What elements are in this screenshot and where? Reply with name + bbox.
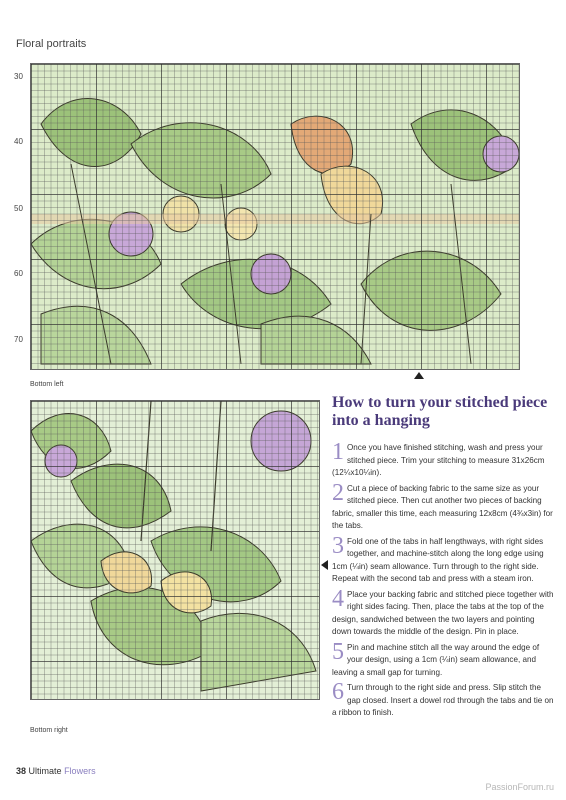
step-text: Place your backing fabric and stitched piece together with right sides facing. Then, place the tabs at the top of the design, sandwiched between the two layers and pointing down towards the middle of the design. Pin in place. — [332, 589, 554, 636]
step-item — [332, 479, 554, 533]
step-item — [332, 638, 554, 680]
how-to-panel — [332, 394, 554, 723]
how-to-heading: How to turn your stitched piece into a hanging — [332, 394, 548, 429]
row-number-50: 50 — [14, 204, 23, 213]
publication-accent: Flowers — [64, 766, 96, 776]
step-number: 6 — [332, 679, 344, 705]
step-number: 4 — [332, 585, 344, 612]
chart-label-bottom-left: Bottom left — [30, 381, 64, 388]
step-number: 3 — [332, 532, 344, 559]
chart-center-marker-side — [321, 560, 328, 570]
chart-center-marker — [414, 372, 424, 379]
row-number-60: 60 — [14, 269, 23, 278]
cross-stitch-chart-bottom-right — [30, 400, 320, 700]
publication-name: Ultimate — [28, 766, 62, 776]
step-item — [332, 679, 554, 720]
step-text: Cut a piece of backing fabric to the same size as your stitched piece. Then cut another two pieces of backing fabric, smaller this time, each measuring 12x8cm (4¾x3in) for the tabs. — [332, 483, 553, 530]
step-text: Pin and machine stitch all the way around the edge of your design, using a 1cm (¼in) seam allowance, and leaving a small gap for turning. — [332, 642, 540, 677]
step-number: 1 — [332, 439, 344, 465]
row-number-30: 30 — [14, 72, 23, 81]
chart-label-bottom-right: Bottom right — [30, 727, 68, 734]
step-item — [332, 585, 554, 639]
step-text: Turn through to the right side and press. Slip stitch the gap closed. Insert a dowel rod through the tabs and tie on a ribbon to finish. — [332, 683, 554, 717]
section-title: Floral portraits — [16, 38, 87, 50]
row-number-70: 70 — [14, 335, 23, 344]
step-number: 5 — [332, 638, 344, 665]
step-number: 2 — [332, 479, 344, 506]
step-item — [332, 439, 554, 480]
step-text: Once you have finished stitching, wash and press your stitched piece. Trim your stitching to measure 31x26cm (12¼x10¼in). — [332, 443, 545, 477]
step-text: Fold one of the tabs in half lengthways, with right sides together, and machine-stitch along the long edge using 1cm (¼in) seam allowance. Turn through to the right side. Repeat with the second tab and press with a steam iron. — [332, 536, 544, 583]
cross-stitch-chart-bottom-left — [30, 63, 520, 370]
page-number: 38 — [16, 766, 27, 776]
row-number-40: 40 — [14, 137, 23, 146]
step-item — [332, 532, 554, 586]
watermark: PassionForum.ru — [485, 782, 554, 792]
page-footer — [16, 766, 96, 776]
